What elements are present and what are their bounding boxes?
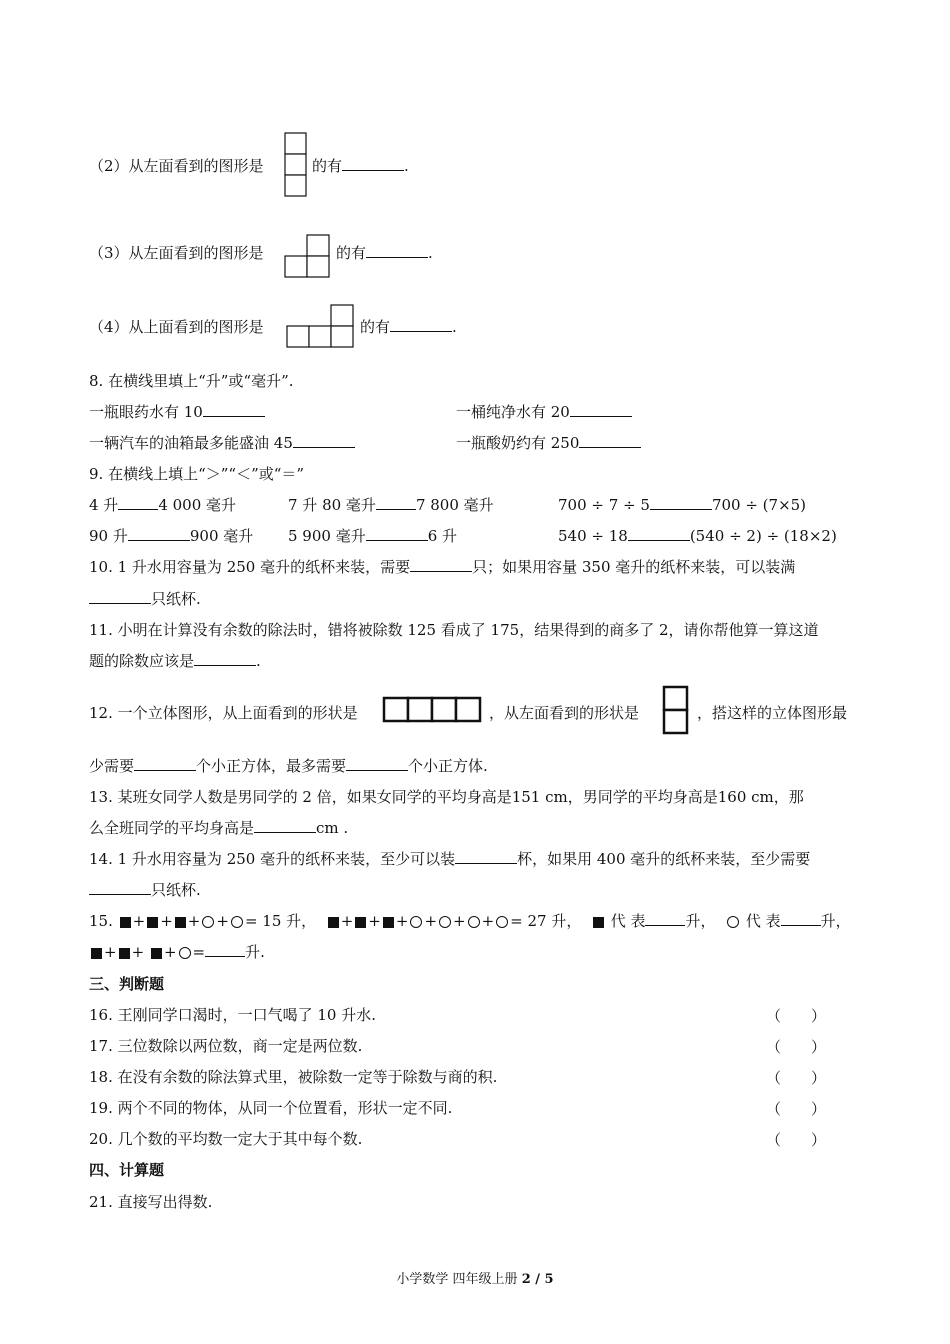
q8-b: 一桶纯净水有 20 [456,402,632,422]
q10-line1: 10. 1 升水用容量为 250 毫升的纸杯来装，需要 只；如果用容量 350 毫升的纸杯来装，可以装满 [89,558,796,576]
q11-line1: 11. 小明在计算没有余数的除法时，错将被除数 125 看成了 175，结果得到的商多了 2，请你帮他算一算这道 [89,621,819,639]
answer-blank[interactable] [346,756,408,771]
q9-r1c: 700 ÷ 7 ÷ 5 700 ÷ (7×5) [558,496,807,514]
judge-item-17: 17. 三位数除以两位数，商一定是两位数. [89,1037,363,1055]
circle-symbol-icon [410,916,422,928]
compare-blank[interactable] [628,526,690,541]
q9-title: 9. 在横线上填上“＞”“＜”或“＝” [89,465,305,483]
answer-blank[interactable] [366,243,428,258]
square-symbol-icon [175,917,186,928]
answer-blank[interactable] [293,433,355,448]
q8-d: 一瓶酸奶约有 250 [456,433,641,453]
circle-symbol-icon [727,916,739,928]
answer-blank[interactable] [390,317,452,332]
square-symbol-icon [120,917,131,928]
answer-blank[interactable] [89,880,151,895]
square-symbol-icon [147,917,158,928]
square-symbol-icon [355,917,366,928]
top-view-figure-q12 [384,698,484,724]
q14-line2: 只纸杯. [89,880,201,900]
judge-answer-18[interactable]: （ ） [766,1069,827,1087]
square-symbol-icon [91,948,102,959]
q7-part4: （4）从上面看到的图形是 [89,318,264,336]
q12-line2: 少需要 个小正方体，最多需要 个小正方体. [89,757,488,775]
q9-r2a: 90 升 900 毫升 [89,527,254,545]
compare-blank[interactable] [128,526,190,541]
square-symbol-icon [119,948,130,959]
answer-blank[interactable] [570,402,632,417]
q9-r2b: 5 900 毫升 6 升 [288,527,458,545]
q7-part3-tail: 的有 . [336,244,433,262]
compare-blank[interactable] [118,495,158,510]
q8-a: 一瓶眼药水有 10 [89,402,265,422]
answer-blank[interactable] [134,756,196,771]
square-symbol-icon [593,917,604,928]
compare-blank[interactable] [650,495,712,510]
left-view-figure-2 [285,133,307,199]
q13-line2: 么全班同学的平均身高是 cm . [89,819,349,837]
q21: 21. 直接写出得数. [89,1193,213,1211]
judge-answer-19[interactable]: （ ） [766,1100,827,1118]
q9-r1b: 7 升 80 毫升 7 800 毫升 [288,496,494,514]
q15-line2: + + + = 升. [89,942,265,962]
answer-blank[interactable] [203,402,265,417]
answer-blank[interactable] [410,557,472,572]
q13-line1: 13. 某班女同学人数是男同学的 2 倍，如果女同学的平均身高是151 cm，男同学的平均身高是160 cm，那 [89,788,804,806]
q12-line1a: 12. 一个立体图形，从上面看到的形状是 [89,704,358,722]
section-calculation-title: 四、计算题 [89,1161,165,1179]
circle-symbol-icon [496,916,508,928]
answer-blank[interactable] [645,911,685,926]
circle-symbol-icon [202,916,214,928]
q9-r1a: 4 升 4 000 毫升 [89,496,237,514]
top-view-figure-4 [287,305,355,349]
judge-answer-16[interactable]: （ ） [766,1007,827,1025]
circle-symbol-icon [179,947,191,959]
judge-item-20: 20. 几个数的平均数一定大于其中每个数. [89,1130,363,1148]
judge-item-18: 18. 在没有余数的除法算式里，被除数一定等于除数与商的积. [89,1068,498,1086]
left-view-figure-3 [285,235,331,279]
q8-title: 8. 在横线里填上“升”或“毫升”. [89,372,294,390]
answer-blank[interactable] [455,849,517,864]
q7-part4-tail: 的有 . [360,318,457,336]
answer-blank[interactable] [205,942,245,957]
circle-symbol-icon [468,916,480,928]
q12-line1c: ，搭这样的立体图形最 [697,704,848,722]
judge-item-16: 16. 王刚同学口渴时，一口气喝了 10 升水. [89,1006,377,1024]
answer-blank[interactable] [194,651,256,666]
q9-r2c: 540 ÷ 18 (540 ÷ 2) ÷ (18×2) [558,527,837,545]
answer-blank[interactable] [342,156,404,171]
q7-part2: （2）从左面看到的图形是 [89,157,264,175]
circle-symbol-icon [439,916,451,928]
circle-symbol-icon [231,916,243,928]
q7-part2-tail: 的有 . [312,157,409,175]
q15-line1: 15. + + + + = 15 升， + + + + + + = 27 升， 代 表 升， 代 表 升， [89,912,851,930]
judge-answer-17[interactable]: （ ） [766,1038,827,1056]
q14-line1: 14. 1 升水用容量为 250 毫升的纸杯来装，至少可以装 杯，如果用 400 毫升的纸杯来装，至少需要 [89,850,811,868]
answer-blank[interactable] [781,911,821,926]
judge-item-19: 19. 两个不同的物体，从同一个位置看，形状一定不同. [89,1099,453,1117]
square-symbol-icon [383,917,394,928]
compare-blank[interactable] [376,495,416,510]
q11-line2: 题的除数应该是 . [89,652,261,670]
section-judgement-title: 三、判断题 [89,975,165,993]
answer-blank[interactable] [579,433,641,448]
answer-blank[interactable] [89,589,151,604]
q7-part3: （3）从左面看到的图形是 [89,244,264,262]
page-number: 2 / 5 [521,1272,554,1287]
square-symbol-icon [151,948,162,959]
q10-line2: 只纸杯. [89,589,201,609]
q8-c: 一辆汽车的油箱最多能盛油 45 [89,433,355,453]
compare-blank[interactable] [366,526,428,541]
left-view-figure-q12 [664,687,690,737]
page-footer: 小学数学 四年级上册 2 / 5 [396,1272,554,1287]
answer-blank[interactable] [254,818,316,833]
judge-answer-20[interactable]: （ ） [766,1131,827,1149]
square-symbol-icon [328,917,339,928]
q12-line1b: ，从左面看到的形状是 [489,704,640,722]
